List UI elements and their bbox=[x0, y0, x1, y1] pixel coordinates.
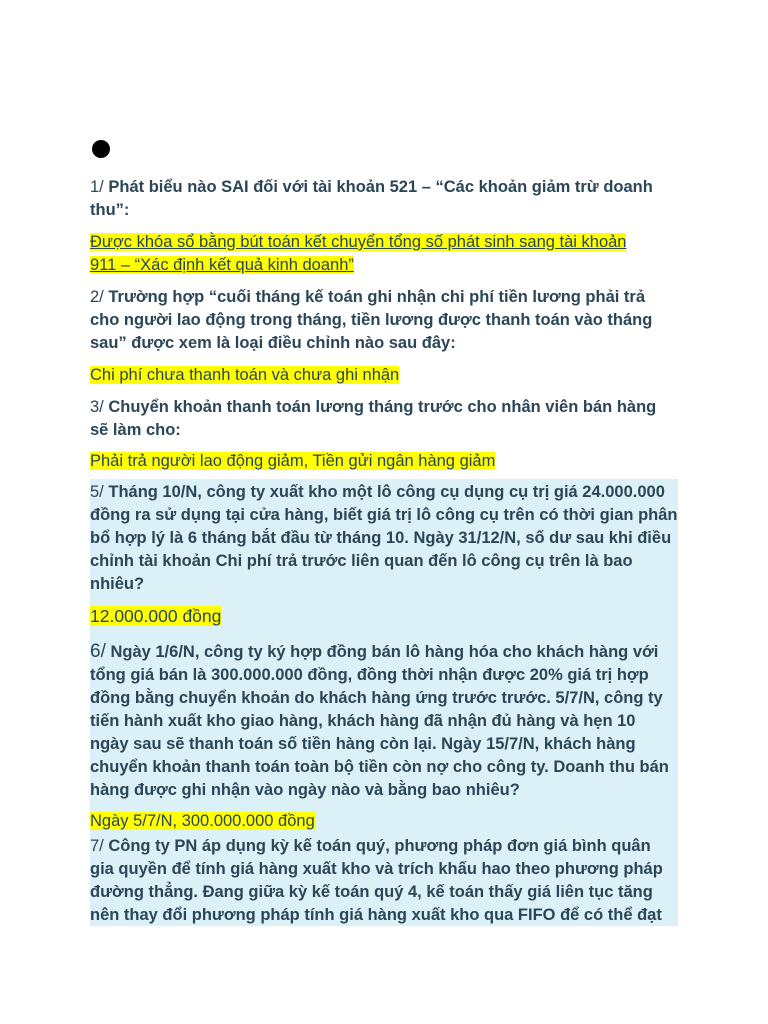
question-number: 2/ bbox=[90, 288, 104, 306]
question-number: 3/ bbox=[90, 398, 104, 416]
answer-6 bbox=[90, 810, 678, 833]
question-5 bbox=[90, 481, 678, 596]
question-text: Phát biểu nào SAI đối với tài khoản 521 – “Các khoản giảm trừ doanh thu”: bbox=[90, 178, 653, 219]
question-number: 5/ bbox=[90, 483, 104, 501]
question-6 bbox=[90, 640, 678, 802]
answer-highlight-line1: Được khóa sổ bằng bút toán kết chuyển tổng số phát sinh sang tài khoản bbox=[90, 233, 627, 251]
answer-2 bbox=[90, 364, 678, 387]
question-2 bbox=[90, 286, 678, 355]
answer-1 bbox=[90, 231, 678, 277]
question-1 bbox=[90, 176, 678, 222]
question-text: Trường hợp “cuối tháng kế toán ghi nhận chi phí tiền lương phải trả cho người lao động trong tháng, tiền lương được thanh toán vào tháng sau” được xem là loại điều chỉnh nào sau đây: bbox=[90, 288, 653, 352]
answer-highlight: Phải trả người lao động giảm, Tiền gửi ngân hàng giảm bbox=[90, 452, 496, 470]
question-3 bbox=[90, 396, 678, 442]
answer-highlight: Ngày 5/7/N, 300.000.000 đồng bbox=[90, 812, 315, 830]
answer-highlight: 12.000.000 đồng bbox=[90, 606, 222, 626]
answer-highlight: Chi phí chưa thanh toán và chưa ghi nhận bbox=[90, 366, 400, 384]
answer-highlight-line2: 911 – “Xác định kết quả kinh doanh” bbox=[90, 256, 354, 274]
question-text: Ngày 1/6/N, công ty ký hợp đồng bán lô hàng hóa cho khách hàng với tổng giá bán là 300.000.000 đồng, đồng thời nhận được 20% giá trị hợp đồng bằng chuyển khoản do khách hàng ứng trước trước. 5/7/N, công ty tiến hành xuất kho giao hàng, khách hàng đã nhận đủ hàng và hẹn 10 ngày sau sẽ thanh toán số tiền hàng còn lại. Ngày 15/7/N, khách hàng chuyển khoản thanh toán toàn bộ tiền còn nợ cho công ty. Doanh thu bán hàng được ghi nhận vào ngày nào và bằng bao nhiêu? bbox=[90, 643, 669, 799]
question-number: 6/ bbox=[90, 641, 106, 662]
question-7 bbox=[90, 835, 678, 927]
bullet-dot-icon bbox=[92, 140, 110, 158]
answer-3 bbox=[90, 450, 678, 473]
question-text: Tháng 10/N, công ty xuất kho một lô công cụ dụng cụ trị giá 24.000.000 đồng ra sử dụng tại cửa hàng, biết giá trị lô công cụ trên có thời gian phân bổ hợp lý là 6 tháng bắt đầu từ tháng 10. Ngày 31/12/N, số dư sau khi điều chỉnh tài khoản Chi phí trả trước liên quan đến lô công cụ trên là bao nhiêu? bbox=[90, 483, 678, 593]
question-number: 7/ bbox=[90, 837, 104, 855]
question-text: Chuyển khoản thanh toán lương tháng trước cho nhân viên bán hàng sẽ làm cho: bbox=[90, 398, 657, 439]
answer-5 bbox=[90, 605, 678, 629]
question-number: 1/ bbox=[90, 178, 104, 196]
question-text: Công ty PN áp dụng kỳ kế toán quý, phương pháp đơn giá bình quân gia quyền để tính giá hàng xuất kho và trích khấu hao theo phương pháp đường thẳng. Đang giữa kỳ kế toán quý 4, kế toán thấy giá liên tục tăng nên thay đổi phương pháp tính giá hàng xuất kho qua FIFO để có thể đạt bbox=[90, 837, 663, 924]
